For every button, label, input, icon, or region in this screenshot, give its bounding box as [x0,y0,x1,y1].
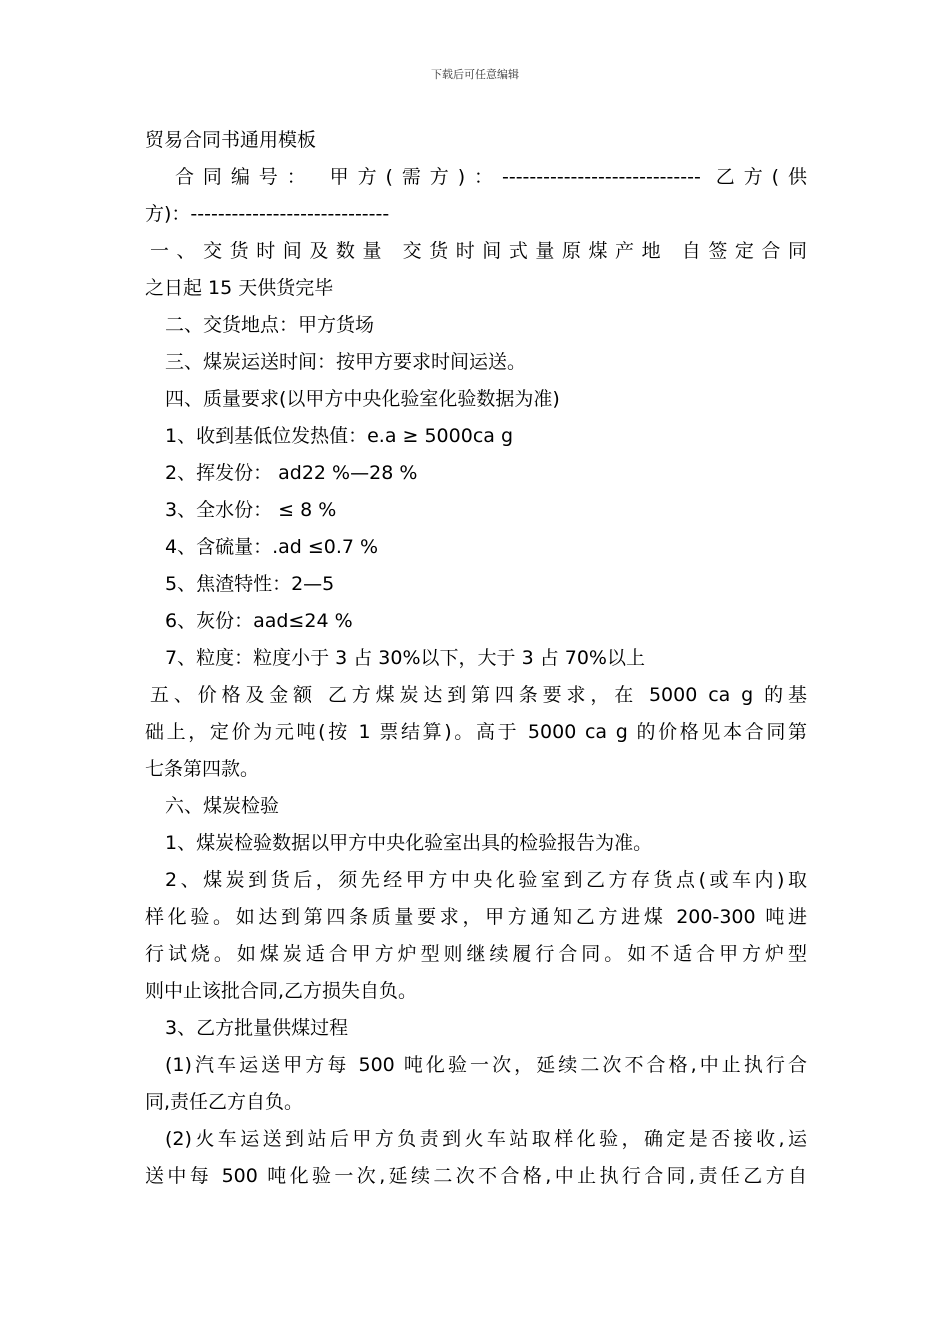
section-5-price: 五、价格及金额 乙方煤炭达到第四条要求，在 5000 ca g 的基 [150,684,807,706]
inspection-item-3-1: (1)汽车运送甲方每 500 吨化验一次，延续二次不合格,中止执行合 [165,1054,807,1076]
inspection-item-2-end: 则中止该批合同,乙方损失自负。 [145,980,418,1002]
quality-item-1: 1、收到基低位发热值：e.a ≥ 5000ca g [165,425,514,447]
section-5-price-end: 七条第四款。 [145,758,260,780]
inspection-item-2-cont-b: 行试烧。如煤炭适合甲方炉型则继续履行合同。如不适合甲方炉型 [145,943,807,965]
inspection-item-1: 1、煤炭检验数据以甲方中央化验室出具的检验报告为准。 [165,832,653,854]
quality-item-2: 2、挥发份： ad22 %—28 % [165,462,418,484]
section-3-transport-time: 三、煤炭运送时间：按甲方要求时间运送。 [165,351,527,373]
inspection-item-3-2: (2)火车运送到站后甲方负责到火车站取样化验，确定是否接收,运 [165,1128,807,1150]
section-2-delivery-place: 二、交货地点：甲方货场 [165,314,375,336]
section-1-delivery-time: 一、交货时间及数量 交货时间式量原煤产地 自签定合同 [150,240,807,262]
quality-item-5: 5、焦渣特性：2—5 [165,573,335,595]
section-5-price-cont: 础上，定价为元吨(按 1 票结算)。高于 5000 ca g 的价格见本合同第 [145,721,807,743]
page-header-note: 下载后可任意编辑 [431,68,519,81]
document-title: 贸易合同书通用模板 [145,129,317,151]
inspection-item-2-cont-a: 样化验。如达到第四条质量要求，甲方通知乙方进煤 200-300 吨进 [145,906,807,928]
inspection-item-2: 2、煤炭到货后，须先经甲方中央化验室到乙方存货点(或车内)取 [165,869,807,891]
inspection-item-3: 3、乙方批量供煤过程 [165,1017,349,1039]
quality-item-6: 6、灰份：aad≤24 % [165,610,353,632]
section-4-quality: 四、质量要求(以甲方中央化验室化验数据为准) [165,388,560,410]
section-6-inspection: 六、煤炭检验 [165,795,280,817]
inspection-item-3-1-end: 同,责任乙方自负。 [145,1091,304,1113]
contract-parties-line-cont: 方)：----------------------------- [145,203,390,225]
quality-item-3: 3、全水份： ≤ 8 % [165,499,337,521]
quality-item-4: 4、含硫量：.ad ≤0.7 % [165,536,379,558]
contract-parties-line: 合同编号： 甲方(需方)：----------------------------- 乙方(供 [175,166,807,188]
section-1-delivery-time-cont: 之日起 15 天供货完毕 [145,277,334,299]
inspection-item-3-2-cont: 送中每 500 吨化验一次,延续二次不合格,中止执行合同,责任乙方自 [145,1165,807,1187]
document-body [145,122,807,1195]
quality-item-7: 7、粒度：粒度小于 3 占 30%以下，大于 3 占 70%以上 [165,647,645,669]
